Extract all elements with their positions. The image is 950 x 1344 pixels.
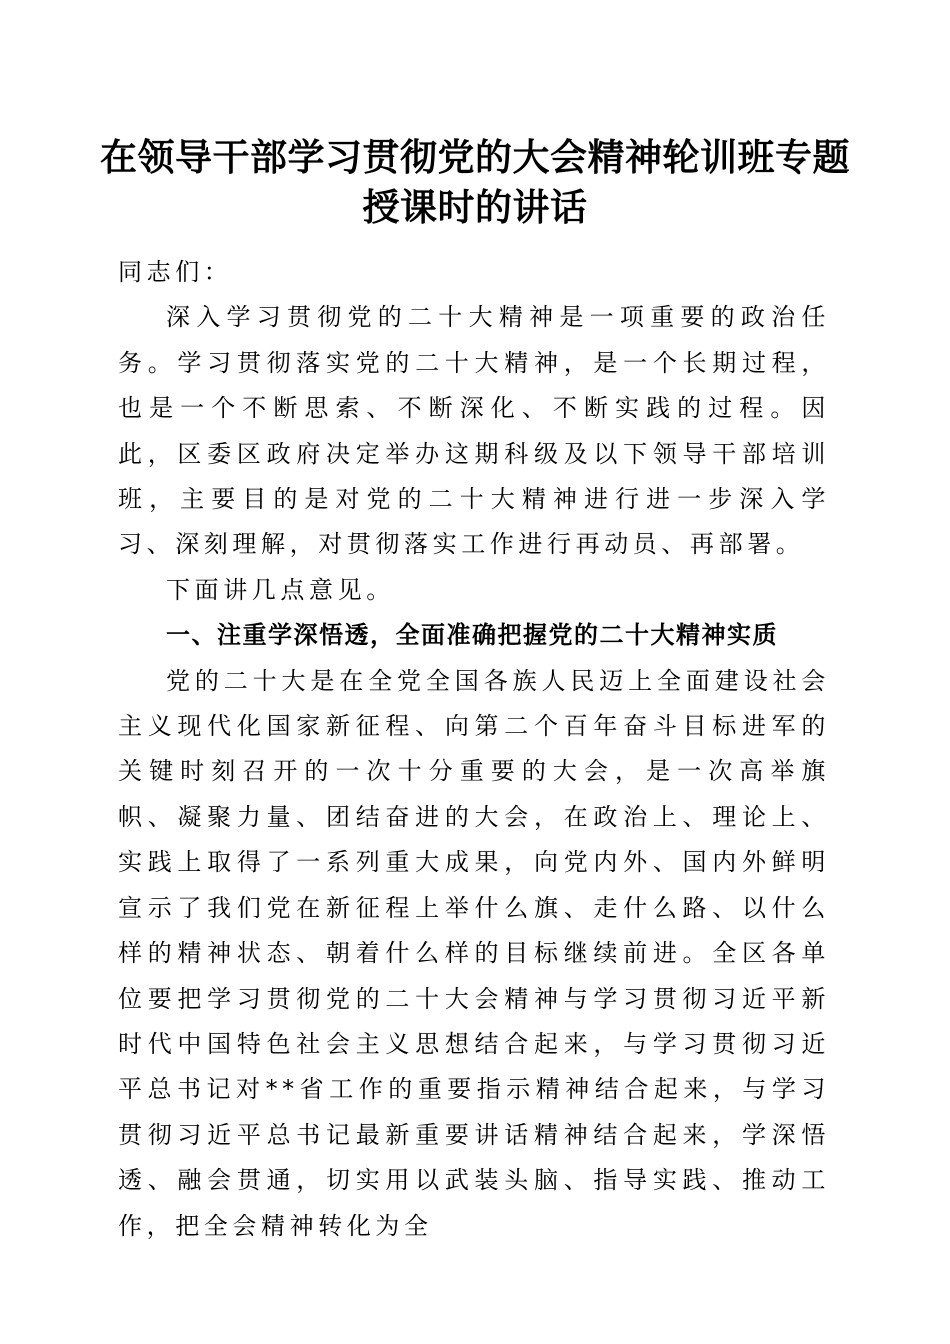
salutation: 同志们： [118, 258, 233, 286]
paragraph-1: 深入学习贯彻党的二十大精神是一项重要的政治任务。学习贯彻落实党的二十大精神，是一个长期过程，也是一个不断思索、不断深化、不断实践的过程。因此，区委区政府决定举办这期科级及以下领导干部培训班，主要目的是对党的二十大精神进行进一步深入学习、深刻理解，对贯彻落实工作进行再动员、再部署。 [118, 303, 830, 559]
section-1-heading: 一、注重学深悟透，全面准确把握党的二十大精神实质 [166, 621, 778, 650]
title-line-1: 在领导干部学习贯彻党的大会精神轮训班专题 [100, 135, 850, 179]
document-title [100, 132, 850, 232]
paragraph-2: 下面讲几点意见。 [166, 575, 395, 604]
document-body [118, 250, 830, 1249]
paragraph-3: 党的二十大是在全党全国各族人民迈上全面建设社会主义现代化国家新征程、向第二个百年奋斗目标进军的关键时刻召开的一次十分重要的大会，是一次高举旗帜、凝聚力量、团结奋进的大会，在政治上、理论上、实践上取得了一系列重大成果，向党内外、国内外鲜明宣示了我们党在新征程上举什么旗、走什么路、以什么样的精神状态、朝着什么样的目标继续前进。全区各单位要把学习贯彻党的二十大会精神与学习贯彻习近平新时代中国特色社会主义思想结合起来，与学习贯彻习近平总书记对**省工作的重要指示精神结合起来，与学习贯彻习近平总书记最新重要讲话精神结合起来，学深悟透、融会贯通，切实用以武装头脑、指导实践、推动工作，把全会精神转化为全 [118, 666, 830, 1240]
title-line-2: 授课时的讲话 [362, 185, 588, 229]
